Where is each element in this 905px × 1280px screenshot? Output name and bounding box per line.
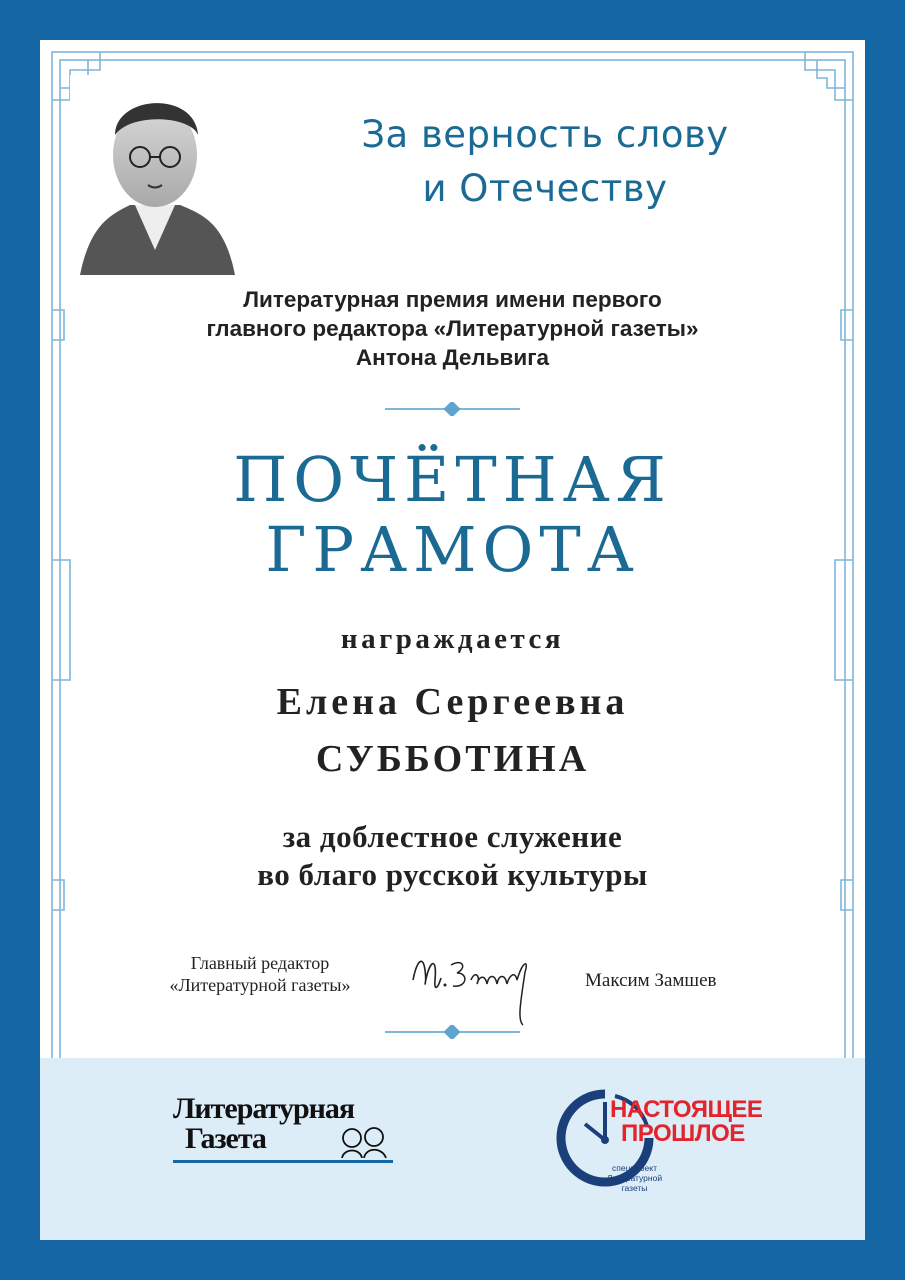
motto-line-2: и Отечеству <box>422 167 668 210</box>
recipient-first-names: Елена Сергеевна <box>276 681 629 723</box>
portrait-image <box>70 75 240 275</box>
np-logo-word-2: ПРОШЛОЕ <box>621 1120 745 1147</box>
lg-logo-line-2: Газета <box>185 1122 266 1155</box>
diamond-divider-icon <box>385 1025 520 1039</box>
recipient-surname: СУББОТИНА <box>315 738 590 780</box>
lg-logo-underline <box>173 1160 393 1163</box>
award-reason <box>80 818 825 894</box>
prize-line-1: Литературная премия имени первого <box>243 287 662 312</box>
motto <box>255 108 835 216</box>
literaturnaya-gazeta-logo <box>173 1092 398 1172</box>
signatory-role <box>130 952 390 996</box>
prize-line-3: Антона Дельвига <box>355 345 550 370</box>
reason-line-1: за доблестное служение <box>282 819 623 854</box>
certificate-title <box>80 445 825 585</box>
handwritten-signature <box>405 940 545 1030</box>
signatory-role-line-1: Главный редактор <box>190 953 330 973</box>
awarded-text: награждается <box>340 623 565 655</box>
title-line-2: ГРАМОТА <box>265 513 640 586</box>
certificate-paper <box>40 40 865 1240</box>
motto-line-1: За верность слову <box>361 113 729 156</box>
prize-description <box>80 285 825 372</box>
reason-line-2: во благо русской культуры <box>257 857 648 892</box>
nastoyashchee-proshloe-logo <box>555 1088 785 1193</box>
writers-silhouettes-icon <box>338 1124 390 1158</box>
np-logo-word-1: НАСТОЯЩЕЕ <box>610 1096 763 1123</box>
signatory-name: Максим Замшев <box>585 970 717 991</box>
title-line-1: ПОЧЁТНАЯ <box>233 443 672 516</box>
signatory-role-line-2: «Литературной газеты» <box>169 975 351 995</box>
prize-line-2: главного редактора «Литературной газеты» <box>206 316 699 341</box>
np-logo-subtitle: спецпроект Литературной газеты <box>606 1163 663 1193</box>
diamond-divider-icon <box>385 402 520 416</box>
lg-logo-line-1: Литературная <box>173 1092 355 1125</box>
